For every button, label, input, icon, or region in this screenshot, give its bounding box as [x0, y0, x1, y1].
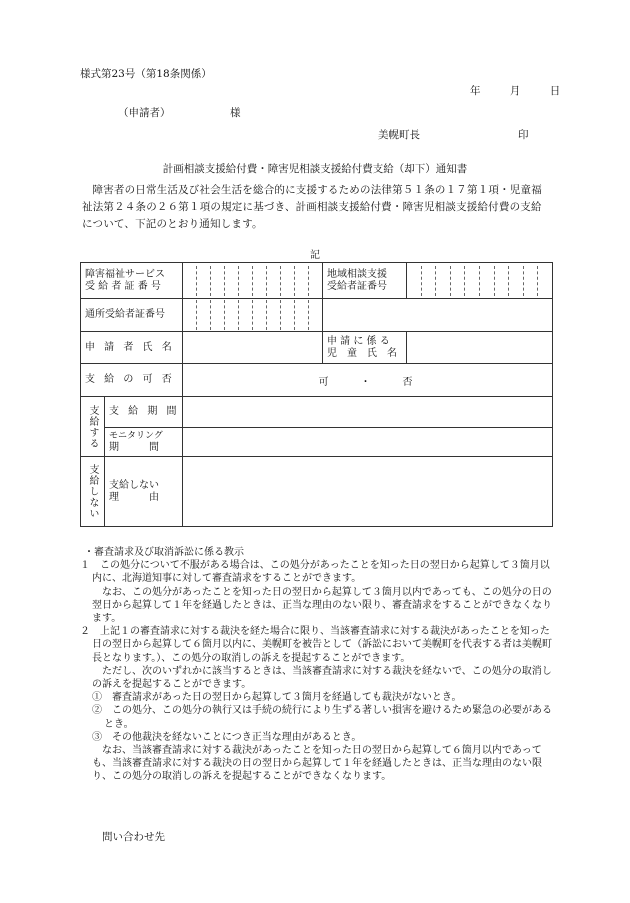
- approval-label: 支 給 の 可 否: [81, 364, 183, 397]
- date-line: [470, 83, 560, 98]
- contact-label: 問い合わせ先: [102, 831, 165, 843]
- welfare-number-label-line2: 受 給 者 証 番 号: [85, 280, 161, 292]
- community-number-label-line2: 受給者証番号: [327, 280, 387, 292]
- note-2: ２ 上記１の審査請求に対する裁決を経た場合に限り、当該審査請求に対する裁決があったことを知った日の翌日から起算して６箇月以内に、美幌町を被告として（訴訟において美幌町を代表する者は美幌町長となります。）、この処分の取消しの訴えを提起することができます。: [80, 626, 552, 664]
- pay-group-text: 支給する: [87, 404, 98, 449]
- monitoring-period-label: [105, 428, 183, 457]
- daycare-number-label: 通所受給者証番号: [81, 299, 183, 332]
- child-name-label-line1: 申 請 に 係 る: [327, 335, 390, 347]
- applicant-label: （申請者）: [118, 107, 171, 119]
- date-year: 年: [470, 85, 481, 97]
- note-2-case-3: ③ その他裁決を経ないことにつき正当な理由があるとき。: [92, 731, 362, 743]
- note-2-case-1: ① 審査請求があった日の翌日から起算して３箇月を経過しても裁決がないとき。: [92, 692, 462, 704]
- form-number: 様式第23号（第18条関係）: [80, 68, 212, 80]
- welfare-number-label: [81, 263, 183, 299]
- child-name-label-line2: 児 童 氏 名: [327, 347, 397, 359]
- nopay-group-label: [81, 457, 105, 527]
- pay-period-field[interactable]: [183, 397, 553, 428]
- community-number-label: [323, 263, 407, 299]
- seal-mark: 印: [518, 129, 529, 141]
- note-1: １ この処分について不服がある場合は、この処分があったことを知った日の翌日から起算して３箇月以内に、北海道知事に対して審査請求をすることができます。: [80, 560, 550, 585]
- welfare-number-field[interactable]: [183, 263, 323, 299]
- nopay-reason-label: [105, 457, 183, 527]
- document-title: 計画相談支援給付費・障害児相談支援給付費支給（却下）通知書: [162, 163, 468, 175]
- applicant-name-field[interactable]: [183, 332, 323, 364]
- monitoring-label-line2: 期 間: [109, 442, 159, 453]
- note-1-supplement: なお、この処分があったことを知った日の翌日から起算して３箇月以内であっても、この処分の日の翌日から起算して１年を経過したときは、正当な理由のない限り、審査請求をすることができなくなります。: [92, 586, 552, 625]
- child-name-label: [323, 332, 407, 364]
- note-2-supplement: なお、当該審査請求に対する裁決があったことを知った日の翌日から起算して６箇月以内であっても、当該審査請求に対する裁決の日の翌日から起算して１年を経過したときは、正当な理由のない限り、この処分の取消しの訴えを提起することができなくなります。: [92, 745, 542, 783]
- mayor-name: 美幌町長: [378, 129, 420, 141]
- blank-cell: [323, 299, 553, 332]
- applicant-name-label: 申 請 者 氏 名: [81, 332, 183, 364]
- ki-label: 記: [310, 250, 320, 261]
- date-month: 月: [509, 85, 521, 97]
- daycare-number-field[interactable]: [183, 299, 323, 332]
- child-name-field[interactable]: [407, 332, 553, 364]
- monitoring-label-line1: モニタリング: [109, 431, 163, 441]
- pay-group-label: [81, 397, 105, 457]
- community-number-field[interactable]: [407, 263, 553, 299]
- honorific: 様: [230, 107, 241, 119]
- pay-period-label: 支 給 期 間: [105, 397, 183, 428]
- nopay-reason-label-line1: 支給しない: [109, 479, 159, 491]
- appeal-notes: [80, 546, 552, 784]
- community-number-label-line1: 地域相談支援: [327, 268, 387, 280]
- nopay-reason-label-line2: 理 由: [109, 491, 159, 503]
- nopay-reason-field[interactable]: [183, 457, 553, 527]
- nopay-group-text: 支給しない: [87, 464, 98, 519]
- approval-choice[interactable]: 可 ・ 否: [183, 364, 553, 397]
- date-day: 日: [549, 85, 561, 97]
- intro-paragraph: 障害者の日常生活及び社会生活を総合的に支援するための法律第５１条の１７第１項・児童福祉法第２４条の２６第１項の規定に基づき、計画相談支援給付費・障害児相談支援給付費の支給について、下記のとおり通知します。: [82, 184, 542, 230]
- note-2-case-2: ② この処分、この処分の執行又は手続の続行により生ずる著しい損害を避けるため緊急の必要があるとき。: [92, 705, 552, 730]
- note-2-exception: ただし、次のいずれかに該当するときは、当該審査請求に対する裁決を経ないで、この処分の取消しの訴えを提起することができます。: [92, 665, 552, 691]
- welfare-number-label-line1: 障害福祉サービス: [85, 268, 165, 280]
- notice-table: [80, 262, 553, 527]
- monitoring-period-field[interactable]: [183, 428, 553, 457]
- notes-heading: ・審査請求及び取消訴訟に係る教示: [84, 547, 244, 558]
